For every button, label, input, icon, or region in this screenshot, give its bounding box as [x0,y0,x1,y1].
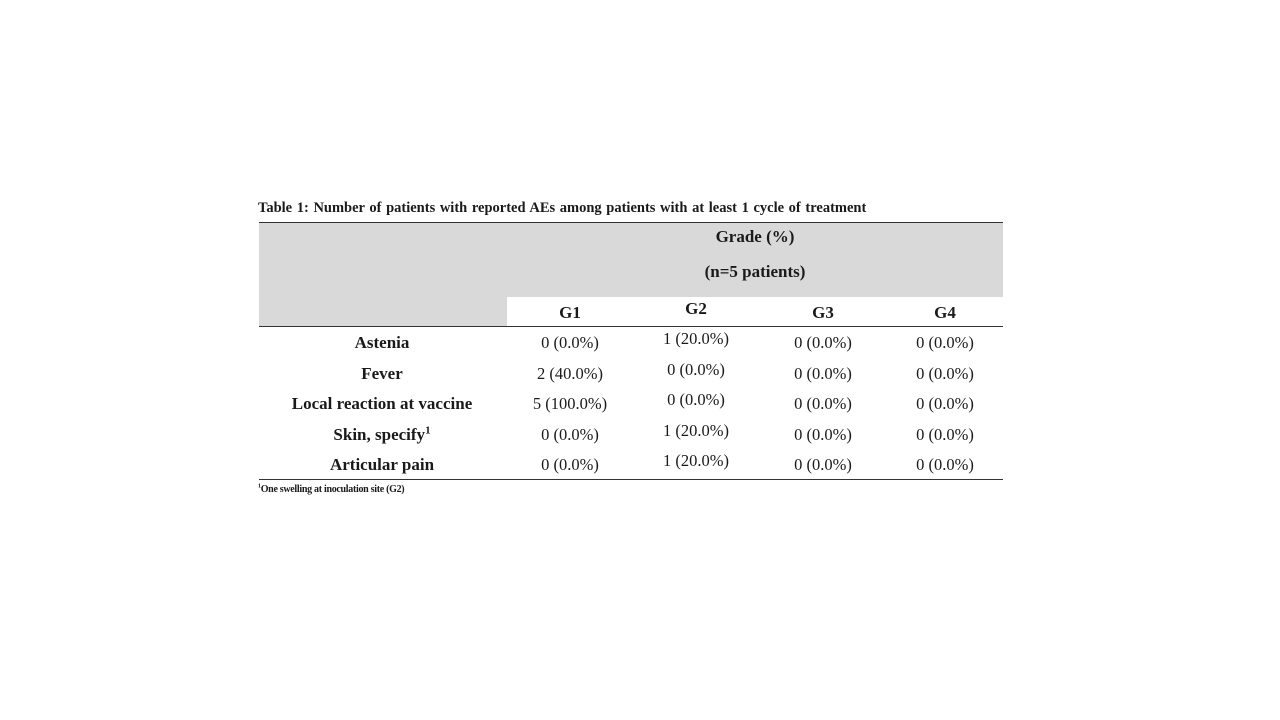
table-cell: 0 (0.0%) [916,364,974,383]
table-cell: 5 (100.0%) [532,394,608,413]
table-cell: 0 (0.0%) [794,394,852,413]
table-cell: 0 (0.0%) [794,364,852,383]
column-header-g1: G1 [559,303,581,322]
table-cell: 2 (40.0%) [537,364,603,383]
table-cell: 0 (0.0%) [541,333,599,352]
table-cell: 1 (20.0%) [663,451,729,470]
table-footnote: $^1$One swelling at inoculation site (G2) [258,483,405,495]
row-label-local-reaction: Local reaction at vaccine [291,394,473,413]
bottom-rule [259,479,1003,480]
row-label-articular-pain: Articular pain [329,455,435,474]
table-cell: 0 (0.0%) [667,360,725,379]
table-caption: Table 1: Number of patients with reported AEs among patients with at least 1 cycle of treatment [258,200,867,216]
table-cell: 0 (0.0%) [794,455,852,474]
table-cell: 0 (0.0%) [794,333,852,352]
table-cell: 0 (0.0%) [667,390,725,409]
header-band-left [259,297,507,327]
row-label-skin: Skin, specify$^1$ [333,424,431,444]
table-cell: 0 (0.0%) [541,425,599,444]
table-cell: 0 (0.0%) [916,333,974,352]
table-cell: 0 (0.0%) [916,394,974,413]
column-header-g2: G2 [685,299,707,318]
row-label-fever: Fever [361,364,403,383]
column-header-g3: G3 [812,303,834,322]
grade-subtitle: (n=5 patients) [704,262,806,281]
footnote-number: 1 [258,483,261,490]
table-cell: 0 (0.0%) [916,455,974,474]
footnote-marker: 1 [425,424,431,437]
table-cell: 1 (20.0%) [663,421,729,440]
header-rule [259,326,1003,327]
table-cell: 0 (0.0%) [916,425,974,444]
table-cell: 0 (0.0%) [541,455,599,474]
adverse-events-table [259,222,1003,474]
grade-title: Grade (%) [715,227,795,246]
row-label-astenia: Astenia [354,333,410,352]
column-header-g4: G4 [934,303,956,322]
table-cell: 0 (0.0%) [794,425,852,444]
table-cell: 1 (20.0%) [663,329,729,348]
